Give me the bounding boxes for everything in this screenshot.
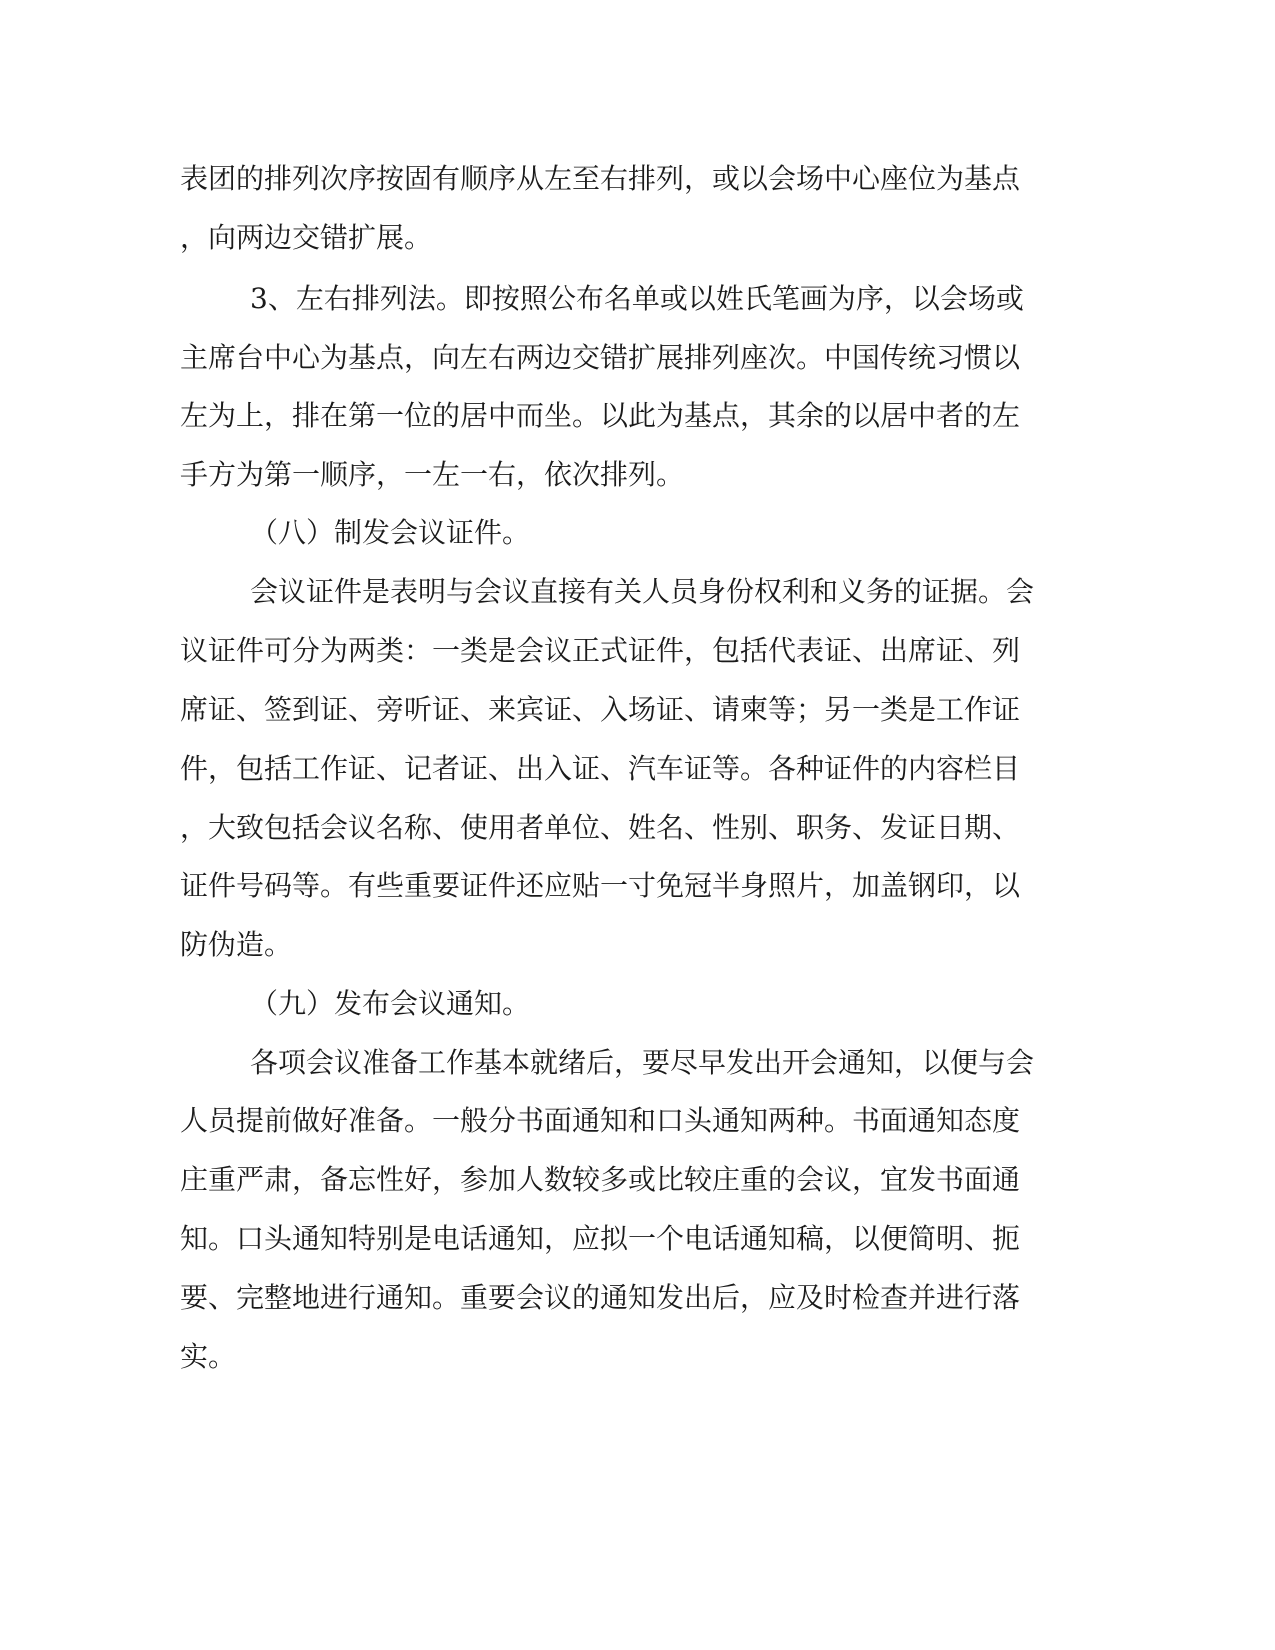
text-line: 席证、签到证、旁听证、来宾证、入场证、请柬等；另一类是工作证 bbox=[180, 693, 1021, 726]
text-line: ，大致包括会议名称、使用者单位、姓名、性别、职务、发证日期、 bbox=[180, 811, 1021, 844]
text-line: ，向两边交错扩展。 bbox=[180, 221, 433, 254]
text-line: 实。 bbox=[180, 1340, 237, 1373]
text-line: 各项会议准备工作基本就绪后，要尽早发出开会通知，以便与会 bbox=[250, 1046, 1035, 1079]
text-line: 证件号码等。有些重要证件还应贴一寸免冠半身照片，加盖钢印，以 bbox=[180, 869, 1021, 902]
section-heading: （八）制发会议证件。 bbox=[250, 516, 531, 549]
text-line: 会议证件是表明与会议直接有关人员身份权利和义务的证据。会 bbox=[250, 575, 1035, 608]
text-line: 要、完整地进行通知。重要会议的通知发出后，应及时检查并进行落 bbox=[180, 1281, 1021, 1314]
text-line: 庄重严肃，备忘性好，参加人数较多或比较庄重的会议，宜发书面通 bbox=[180, 1163, 1021, 1196]
text-line: 知。口头通知特别是电话通知，应拟一个电话通知稿，以便简明、扼 bbox=[180, 1222, 1021, 1255]
text-line: 手方为第一顺序，一左一右，依次排列。 bbox=[180, 458, 685, 491]
text-line: 表团的排列次序按固有顺序从左至右排列，或以会场中心座位为基点 bbox=[180, 162, 1021, 195]
text-line: 3、左右排列法。即按照公布名单或以姓氏笔画为序，以会场或 bbox=[250, 282, 1024, 315]
text-line: 防伪造。 bbox=[180, 928, 293, 961]
section-heading: （九）发布会议通知。 bbox=[250, 987, 531, 1020]
text-line: 左为上，排在第一位的居中而坐。以此为基点，其余的以居中者的左 bbox=[180, 399, 1021, 432]
text-line: 件，包括工作证、记者证、出入证、汽车证等。各种证件的内容栏目 bbox=[180, 752, 1021, 785]
text-line: 人员提前做好准备。一般分书面通知和口头通知两种。书面通知态度 bbox=[180, 1104, 1021, 1137]
text-line: 主席台中心为基点，向左右两边交错扩展排列座次。中国传统习惯以 bbox=[180, 341, 1021, 374]
text-line: 议证件可分为两类：一类是会议正式证件，包括代表证、出席证、列 bbox=[180, 634, 1021, 667]
